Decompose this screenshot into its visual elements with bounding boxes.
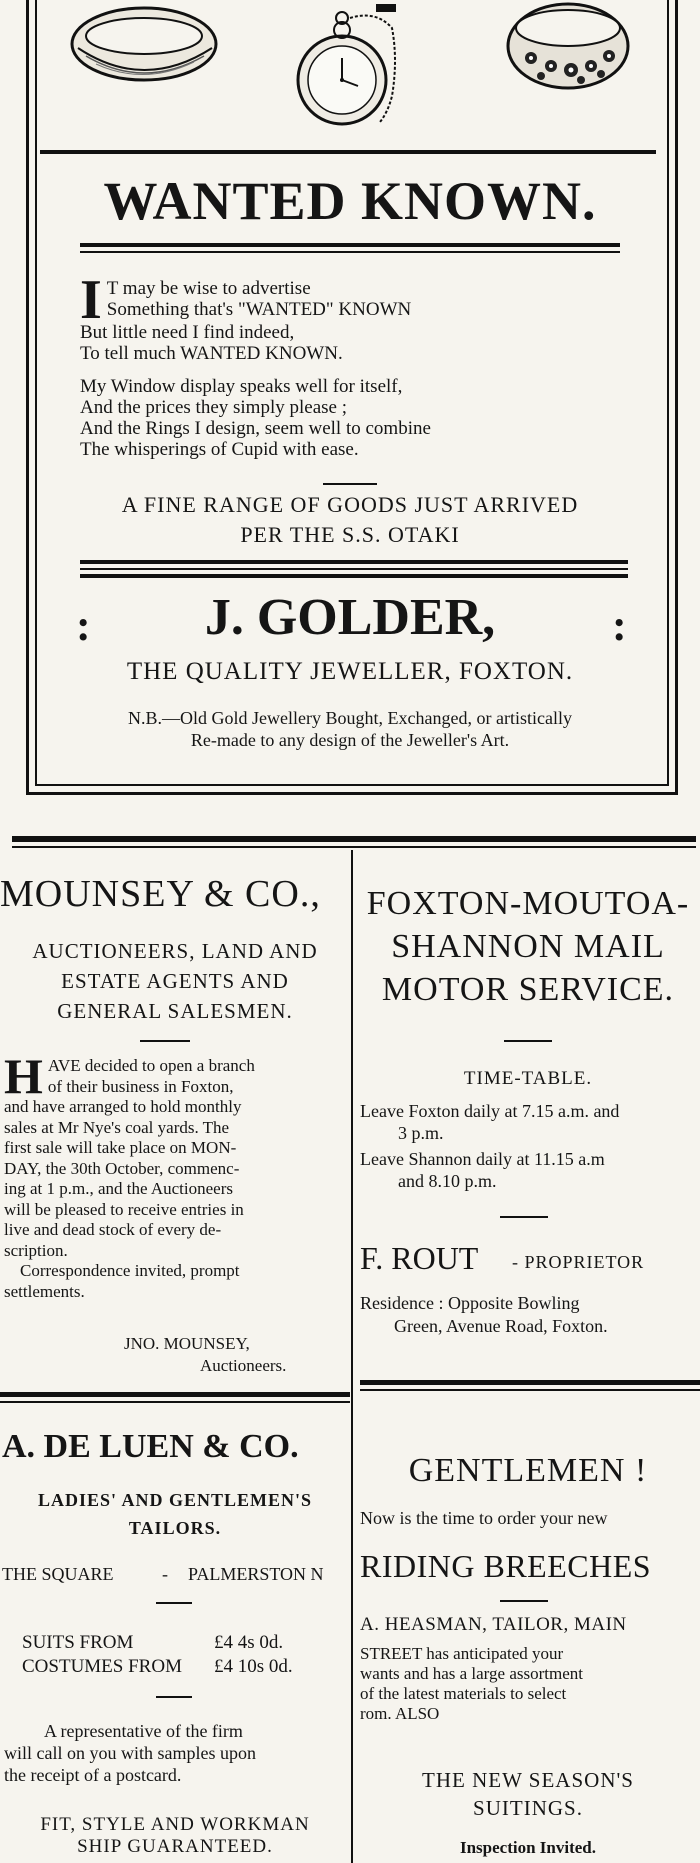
body-line: live and dead stock of every de-	[4, 1220, 222, 1239]
short-rule	[140, 1040, 190, 1042]
section-rule	[0, 1401, 350, 1403]
mounsey-subtitle-line: ESTATE AGENTS AND	[61, 969, 289, 993]
headline: WANTED KNOWN.	[103, 171, 597, 231]
column-rule	[351, 850, 353, 1863]
timetable-line: Leave Shannon daily at 11.15 a.m	[360, 1149, 605, 1169]
jewelled-ring-illustration	[503, 0, 633, 92]
deluen-subtitle-line: TAILORS.	[128, 1518, 222, 1538]
mounsey-subtitle-line: AUCTIONEERS, LAND AND	[32, 939, 318, 963]
timetable-label: TIME-TABLE.	[463, 1068, 593, 1089]
short-rule	[500, 1216, 548, 1218]
heasman-headline: GENTLEMEN !	[408, 1452, 648, 1489]
section-rule	[12, 846, 696, 848]
season-line: THE NEW SEASON'S	[422, 1768, 634, 1792]
deluen-subtitle-line: LADIES' AND GENTLEMEN'S	[37, 1490, 313, 1510]
drop-cap: I	[80, 269, 102, 331]
mail-title-line: SHANNON MAIL	[391, 928, 665, 965]
poem-line: My Window display speaks well for itself,	[80, 376, 403, 397]
heasman-name-line: A. HEASMAN, TAILOR, MAIN	[360, 1614, 627, 1635]
colon-ornament: :	[76, 601, 91, 650]
poem-line: And the prices they simply please ;	[80, 397, 347, 418]
business-subtitle: THE QUALITY JEWELLER, FOXTON.	[126, 658, 574, 685]
heasman-body-line: STREET has anticipated your	[360, 1644, 564, 1663]
address-left: THE SQUARE	[2, 1564, 114, 1584]
section-rule	[360, 1389, 700, 1391]
range-line-1: A FINE RANGE OF GOODS JUST ARRIVED	[121, 492, 579, 517]
double-rule	[80, 560, 628, 564]
body-line: and have arranged to hold monthly	[4, 1097, 242, 1116]
business-name: J. GOLDER,	[204, 589, 496, 646]
short-rule	[156, 1696, 192, 1698]
body-line: ing at 1 p.m., and the Auctioneers	[4, 1179, 233, 1198]
poem-line: T may be wise to advertise	[106, 278, 311, 299]
colon-ornament: :	[612, 601, 627, 650]
deluen-representative	[4, 1720, 344, 1786]
poem-line: But little need I find indeed,	[80, 322, 295, 343]
short-rule	[323, 483, 377, 485]
season-line: SUITINGS.	[473, 1796, 583, 1820]
double-rule	[80, 574, 628, 578]
body-line: first sale will take place on MON-	[4, 1138, 237, 1157]
residence-line: Green, Avenue Road, Foxton.	[394, 1316, 608, 1336]
heasman-body-line: wants and has a large assortment	[360, 1664, 583, 1683]
short-rule	[156, 1602, 192, 1604]
heasman-body-line: of the latest materials to select	[360, 1684, 567, 1703]
heasman-body	[360, 1644, 700, 1724]
deluen-subtitle	[0, 1486, 350, 1542]
drop-cap: H	[4, 1048, 43, 1104]
guarantee-line: FIT, STYLE AND WORKMAN	[40, 1814, 310, 1835]
body-line: DAY, the 30th October, commenc-	[4, 1158, 240, 1178]
section-rule	[0, 1392, 350, 1397]
poem-line: The whisperings of Cupid with ease.	[80, 439, 359, 460]
timetable-line: 3 p.m.	[398, 1123, 444, 1143]
mounsey-signature-name: JNO. MOUNSEY,	[124, 1334, 250, 1353]
residence	[360, 1292, 700, 1338]
body-line: of their business in Foxton,	[47, 1076, 234, 1096]
double-rule	[80, 568, 628, 570]
rule	[40, 150, 656, 154]
mounsey-body	[4, 1048, 344, 1302]
timetable-line: Leave Foxton daily at 7.15 a.m. and	[360, 1101, 620, 1121]
section-rule	[12, 836, 696, 842]
deluen-guarantee	[0, 1814, 350, 1858]
suits-price: £4 4s 0d.	[214, 1632, 284, 1653]
mounsey-signature-title: Auctioneers.	[200, 1356, 287, 1375]
proprietor-name: F. ROUT	[360, 1240, 479, 1276]
nb-line-1: N.B.—Old Gold Jewellery Bought, Exchanged, or artistically	[128, 708, 572, 728]
body-line: will be pleased to receive entries in	[4, 1199, 244, 1219]
mail-title-line: FOXTON-MOUTOA-	[366, 885, 690, 922]
mounsey-title: MOUNSEY & CO.,	[0, 873, 321, 915]
body-line: sales at Mr Nye's coal yards. The	[4, 1117, 230, 1137]
costumes-label: COSTUMES FROM	[22, 1656, 182, 1677]
heasman-body-line: rom. ALSO	[360, 1704, 440, 1723]
mounsey-subtitle	[0, 936, 350, 1026]
timetable	[360, 1100, 700, 1192]
range-line-2: PER THE S.S. OTAKI	[240, 522, 460, 547]
timetable-line: and 8.10 p.m.	[398, 1171, 497, 1191]
mail-title-line: MOTOR SERVICE.	[381, 971, 675, 1008]
body-line: scription.	[4, 1240, 68, 1260]
heasman-closing: Inspection Invited.	[459, 1838, 597, 1857]
heasman-product: RIDING BREECHES	[360, 1548, 652, 1584]
costumes-price: £4 10s 0d.	[214, 1656, 293, 1677]
rep-line: will call on you with samples upon	[4, 1743, 256, 1763]
mounsey-subtitle-line: GENERAL SALESMEN.	[57, 999, 293, 1023]
poem-line: And the Rings I design, seem well to combine	[80, 418, 431, 439]
double-rule	[80, 251, 620, 253]
poem	[80, 269, 600, 460]
section-rule	[360, 1380, 700, 1385]
nb-line-2: Re-made to any design of the Jeweller's Art.	[190, 730, 510, 750]
residence-line: Residence : Opposite Bowling	[360, 1293, 580, 1313]
mail-title	[356, 882, 700, 1011]
rep-line: A representative of the firm	[44, 1721, 243, 1741]
poem-line: Something that's "WANTED" KNOWN	[106, 299, 412, 320]
address-right: PALMERSTON N	[188, 1564, 324, 1584]
proprietor-label: - PROPRIETOR	[512, 1252, 645, 1272]
guarantee-line: SHIP GUARANTEED.	[77, 1836, 273, 1857]
suits-label: SUITS FROM	[22, 1632, 134, 1653]
heasman-season	[356, 1766, 700, 1822]
deluen-title: A. DE LUEN & CO.	[2, 1428, 299, 1465]
body-line: AVE decided to open a branch	[47, 1056, 255, 1075]
bangle-illustration	[66, 0, 226, 88]
double-rule	[80, 243, 620, 247]
rep-line: the receipt of a postcard.	[4, 1765, 182, 1785]
pocket-watch-illustration	[296, 0, 416, 130]
heasman-intro: Now is the time to order your new	[360, 1508, 608, 1528]
address-separator: -	[162, 1564, 168, 1584]
body-line: settlements.	[4, 1281, 85, 1301]
poem-line: To tell much WANTED KNOWN.	[80, 343, 343, 364]
short-rule	[504, 1040, 552, 1042]
short-rule	[500, 1600, 548, 1602]
body-line: Correspondence invited, prompt	[20, 1261, 240, 1280]
